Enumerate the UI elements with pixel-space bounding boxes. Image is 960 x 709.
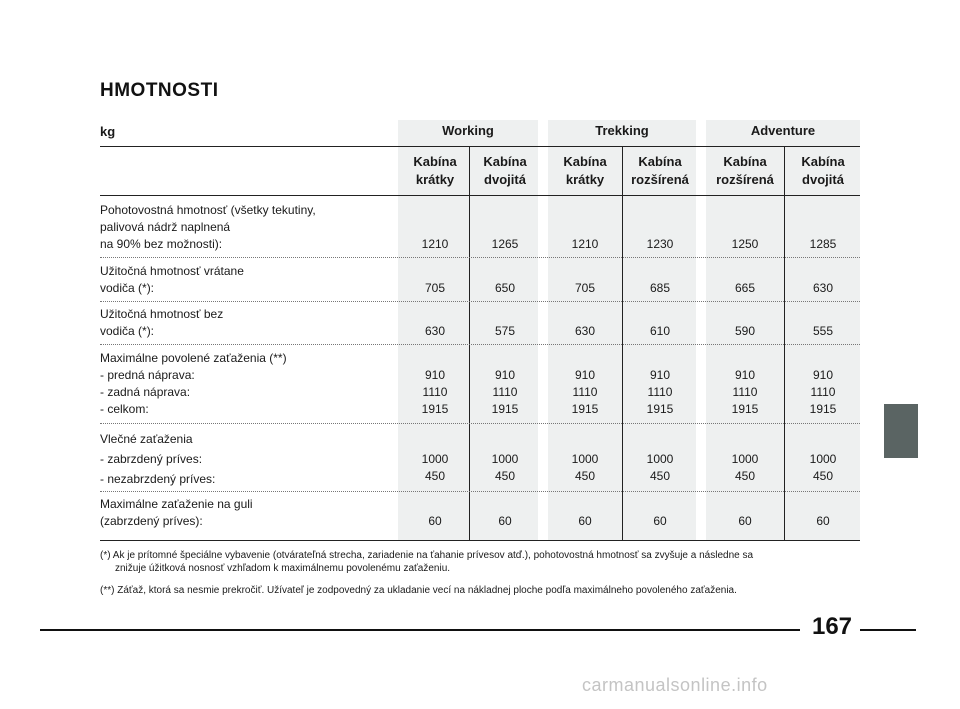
table-cell: 1210 (421, 237, 449, 251)
table-cell: 60 (816, 514, 830, 528)
row-label: Užitočná hmotnosť vrátane vodiča (*): (100, 264, 244, 295)
footer-rule (40, 629, 800, 631)
footnote-1-line1: (*) Ak je prítomné špeciálne vybavenie (otvárateľná strecha, zariadenie na ťahanie prívesov atď.), pohotovostná hmotnosť sa zvyšuje a následne sa (100, 550, 754, 561)
table-cell: 910 1110 1915 (421, 368, 449, 416)
row-label: Maximálne zaťaženie na guli (zabrzdený príves): (100, 497, 253, 528)
row-label: Pohotovostná hmotnosť (všetky tekutiny, palivová nádrž naplnená na 90% bez možnosti): (100, 203, 316, 251)
column-header: Kabína krátky (563, 154, 607, 187)
table-cell: 1000 450 (571, 452, 599, 483)
column-divider (469, 146, 470, 540)
footer-rule (860, 629, 916, 631)
page-number: 167 (811, 613, 853, 640)
header-bottom-line (100, 195, 860, 196)
column-header: Kabína rozšírená (716, 154, 774, 187)
table-cell: 685 (649, 281, 671, 295)
table-cell: 630 (424, 324, 446, 338)
row-divider (100, 344, 860, 345)
table-cell: 665 (734, 281, 756, 295)
table-bottom-line (100, 540, 860, 541)
table-cell: 60 (578, 514, 592, 528)
table-cell: 650 (494, 281, 516, 295)
table-cell: 1230 (646, 237, 674, 251)
table-cell: 60 (653, 514, 667, 528)
watermark: carmanualsonline.info (582, 675, 768, 695)
table-cell: 60 (498, 514, 512, 528)
unit-label: kg (100, 124, 116, 139)
group-trekking: Trekking (595, 123, 649, 138)
table-cell: 60 (738, 514, 752, 528)
table-cell: 60 (428, 514, 442, 528)
table-cell: 1000 450 (646, 452, 674, 483)
table-cell: 610 (649, 324, 671, 338)
row-divider (100, 257, 860, 258)
table-cell: 910 1110 1915 (646, 368, 674, 416)
group-adventure: Adventure (750, 123, 816, 138)
section-tab (884, 404, 918, 458)
column-header: Kabína dvojitá (801, 154, 845, 187)
table-cell: 1000 450 (491, 452, 519, 483)
footnote-2: (**) Záťaž, ktorá sa nesmie prekročiť. Užívateľ je zodpovedný za ukladanie vecí na nákladnej ploche podľa maximálneho povoleného zaťaženia. (100, 585, 737, 596)
column-divider (784, 146, 785, 540)
column-divider (622, 146, 623, 540)
row-label: Užitočná hmotnosť bez vodiča (*): (100, 307, 224, 338)
footnote-1-line2: znižuje úžitková nosnosť vzhľadom k maximálnemu povolenému zaťaženiu. (115, 563, 451, 574)
table-cell: 910 1110 1915 (731, 368, 759, 416)
table-cell: 910 1110 1915 (571, 368, 599, 416)
table-cell: 590 (734, 324, 756, 338)
row-label: Maximálne povolené zaťaženia (**) - predná náprava: - zadná náprava: - celkom: (100, 351, 287, 416)
table-cell: 1210 (571, 237, 599, 251)
table-cell: 1000 450 (809, 452, 837, 483)
table-cell: 705 (424, 281, 446, 295)
column-header: Kabína dvojitá (483, 154, 527, 187)
table-cell: 630 (812, 281, 834, 295)
header-divider (100, 146, 860, 147)
table-cell: 555 (812, 324, 834, 338)
column-header: Kabína rozšírená (631, 154, 689, 187)
table-cell: 1250 (731, 237, 759, 251)
table-cell: 705 (574, 281, 596, 295)
table-cell: 1000 450 (731, 452, 759, 483)
row-divider (100, 491, 860, 492)
table-cell: 910 1110 1915 (491, 368, 519, 416)
table-cell: 630 (574, 324, 596, 338)
group-working: Working (442, 123, 494, 138)
table-cell: 1285 (809, 237, 837, 251)
row-divider (100, 423, 860, 424)
footnote-1 (100, 549, 860, 575)
table-cell: 1000 450 (421, 452, 449, 483)
page-title: HMOTNOSTI (100, 80, 219, 101)
table-cell: 910 1110 1915 (809, 368, 837, 416)
table-cell: 575 (494, 324, 516, 338)
row-label: Vlečné zaťaženia - zabrzdený príves: - nezabrzdený príves: (100, 432, 216, 486)
column-header: Kabína krátky (413, 154, 457, 187)
table-cell: 1265 (491, 237, 519, 251)
row-divider (100, 301, 860, 302)
